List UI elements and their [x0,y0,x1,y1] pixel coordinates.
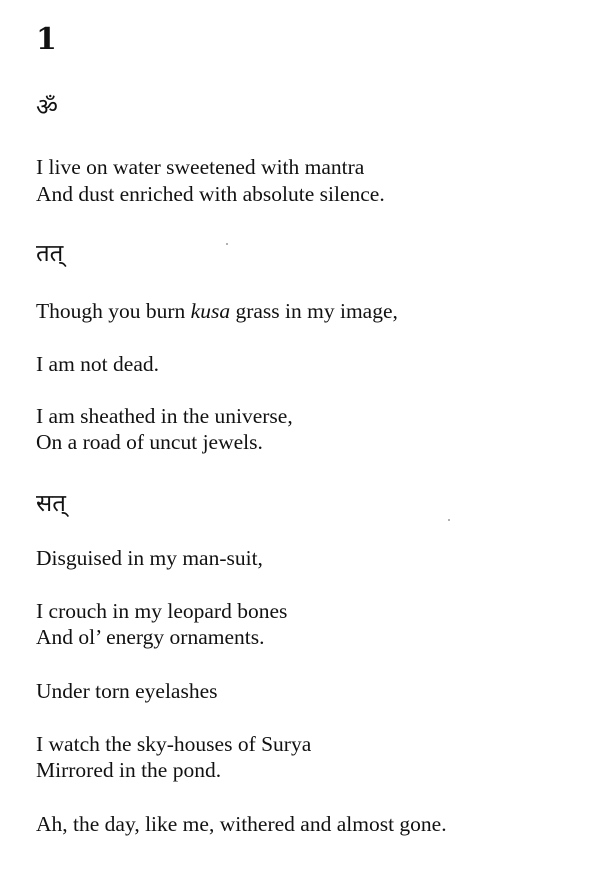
poem-line: I am sheathed in the universe, [36,404,293,428]
poem-line: Disguised in my man-suit, [36,546,263,570]
poem-line: Mirrored in the pond. [36,758,222,782]
om-symbol-heading: ॐ [36,93,58,121]
poem-line: And ol’ energy ornaments. [36,625,265,649]
sat-heading: सत् [36,489,66,517]
poem-line: Though you burn kusa grass in my image, [36,299,398,323]
italic-word-kusa: kusa [190,299,231,323]
poem-line: On a road of uncut jewels. [36,430,263,454]
poem-line: Under torn eyelashes [36,679,218,703]
page-number: 1 [36,22,57,57]
tat-heading: तत् [36,239,64,267]
poem-line: I crouch in my leopard bones [36,599,288,623]
scan-speck [448,519,450,521]
scan-speck [226,243,228,245]
poem-line: Ah, the day, like me, withered and almost gone. [36,812,447,836]
poem-line: And dust enriched with absolute silence. [36,182,385,206]
poem-line: I live on water sweetened with mantra [36,155,365,179]
poem-line: I am not dead. [36,352,159,376]
poem-line: I watch the sky-houses of Surya [36,732,312,756]
